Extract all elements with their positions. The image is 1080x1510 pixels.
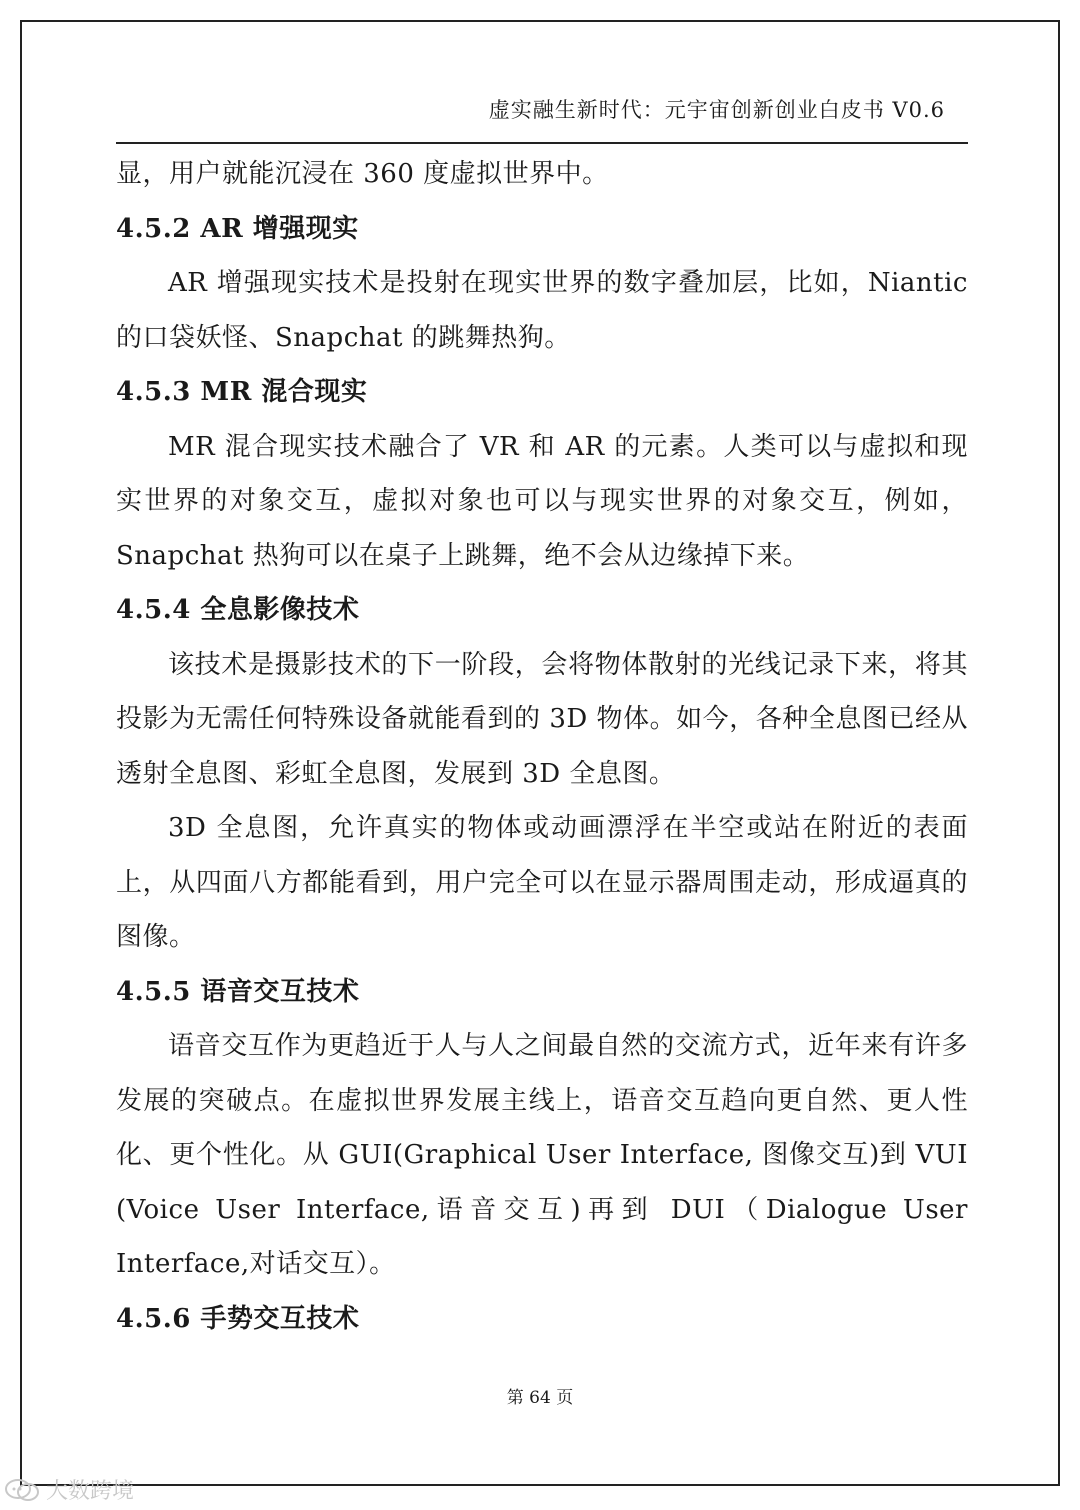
paragraph-hologram-1: 该技术是摄影技术的下一阶段，会将物体散射的光线记录下来，将其投影为无需任何特殊设备就能看到的 3D 物体。如今，各种全息图已经从透射全息图、彩虹全息图，发展到 3D 全息图。 <box>116 649 968 789</box>
section-heading-4-5-3: 4.5.3 MR 混合现实 <box>116 377 368 407</box>
running-header: 虚实融生新时代：元宇宙创新创业白皮书 V0.6 <box>488 98 945 122</box>
watermark <box>4 1474 134 1505</box>
section-heading-4-5-5: 4.5.5 语音交互技术 <box>116 976 360 1007</box>
paragraph-continued: 显，用户就能沉浸在 360 度虚拟世界中。 <box>116 159 609 189</box>
page-content <box>116 147 968 1346</box>
section-heading-4-5-2: 4.5.2 AR 增强现实 <box>116 213 359 244</box>
watermark-text: 大数跨境 <box>46 1479 135 1504</box>
section-heading-4-5-4: 4.5.4 全息影像技术 <box>116 595 360 625</box>
paragraph-voice: 语音交互作为更趋近于人与人之间最自然的交流方式，近年来有许多发展的突破点。在虚拟世界发展主线上，语音交互趋向更自然、更人性化、更个性化。从 GUI(Graphical User Interface, 图像交互)到 VUI (Voice User Interface,语音交互)再到 DUI（Dialogue User Interface,对话交互）。 <box>116 1031 968 1279</box>
paragraph-mr: MR 混合现实技术融合了 VR 和 AR 的元素。人类可以与虚拟和现实世界的对象交互，虚拟对象也可以与现实世界的对象交互，例如，Snapchat 热狗可以在桌子上跳舞，绝不会从边缘掉下来。 <box>116 431 968 571</box>
chat-bubble-icon <box>4 1477 40 1503</box>
header-rule <box>116 142 968 144</box>
paragraph-ar: AR 增强现实技术是投射在现实世界的数字叠加层，比如，Niantic 的口袋妖怪、Snapchat 的跳舞热狗。 <box>116 268 968 353</box>
section-heading-4-5-6: 4.5.6 手势交互技术 <box>116 1303 360 1334</box>
paragraph-hologram-2: 3D 全息图，允许真实的物体或动画漂浮在半空或站在附近的表面上，从四面八方都能看到，用户完全可以在显示器周围走动，形成逼真的图像。 <box>116 813 968 952</box>
page-number: 第 64 页 <box>506 1388 574 1408</box>
